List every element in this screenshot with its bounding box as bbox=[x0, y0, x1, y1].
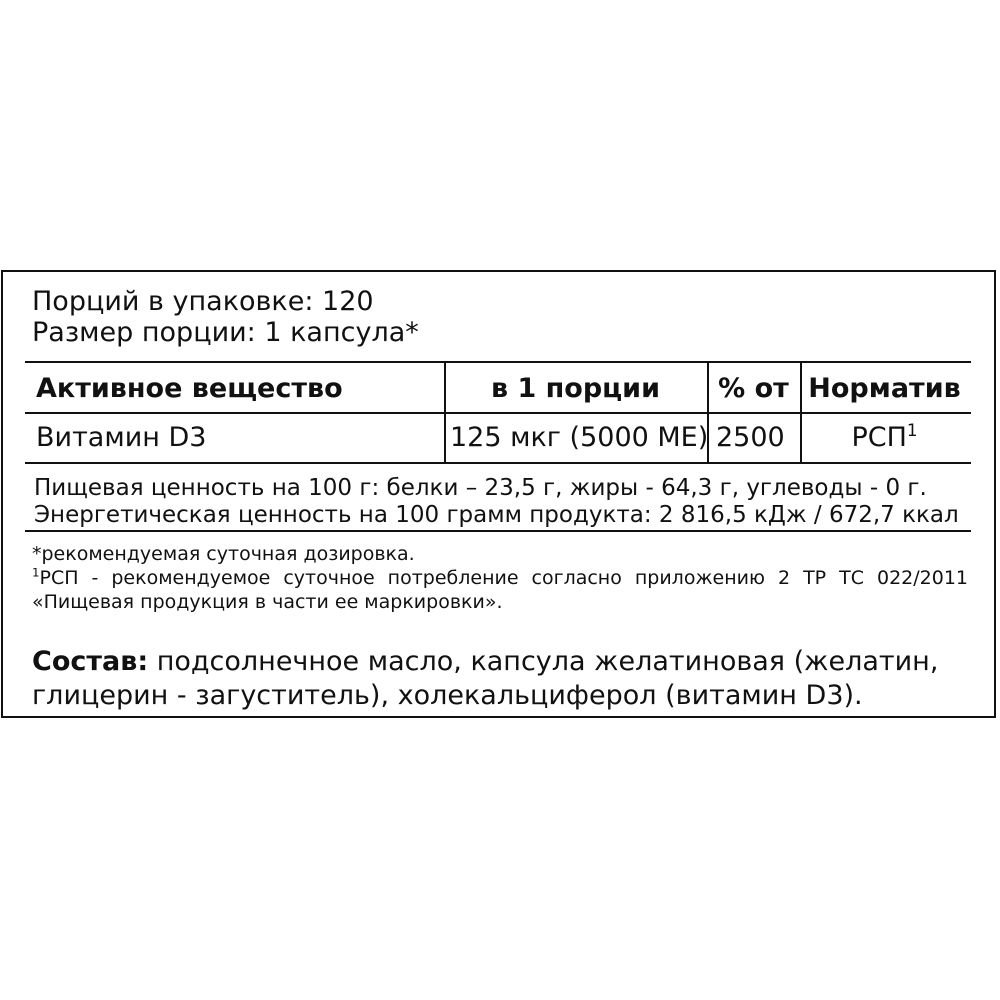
amount-per-serving: 125 мкг (5000 МЕ) bbox=[450, 422, 709, 453]
nutrition-value: Пищевая ценность на 100 г: белки – 23,5 г, жиры - 64,3 г, углеводы - 0 г. bbox=[34, 475, 927, 501]
rsp-footnote-marker: 1 bbox=[32, 565, 40, 580]
norm-cell bbox=[802, 418, 967, 458]
serving-size: Размер порции: 1 капсула* bbox=[32, 317, 419, 348]
norm-value: РСП bbox=[851, 422, 907, 453]
servings-per-pack: Порций в упаковке: 120 bbox=[32, 286, 374, 317]
percent-value: 2500 bbox=[716, 422, 785, 453]
substance-name: Витамин D3 bbox=[36, 422, 207, 453]
header-percent-from: % от bbox=[718, 373, 789, 404]
table-top-divider bbox=[25, 361, 971, 363]
nutrition-bottom-divider bbox=[25, 530, 971, 532]
composition-text: подсолнечное масло, капсула желатиновая (желатин, глицерин - загуститель), холекальциферол (витамин D3). bbox=[32, 646, 939, 711]
rsp-definition-note bbox=[32, 566, 968, 590]
recommended-dose-note: *рекомендуемая суточная дозировка. bbox=[32, 543, 415, 565]
header-norm: Норматив bbox=[808, 373, 961, 404]
rsp-definition: РСП - рекомендуемое суточное потребление согласно приложению 2 ТР ТС 022/2011 bbox=[39, 567, 968, 589]
table-bottom-divider bbox=[25, 462, 971, 464]
footnotes bbox=[32, 542, 968, 614]
serving-info bbox=[32, 286, 419, 348]
composition-label: Состав: bbox=[32, 646, 149, 677]
header-row-divider bbox=[25, 412, 971, 414]
norm-footnote-marker: 1 bbox=[906, 420, 918, 440]
nutrition-block bbox=[34, 475, 959, 529]
composition-block bbox=[32, 645, 972, 713]
header-active-substance: Активное вещество bbox=[36, 373, 343, 404]
rsp-source-note: «Пищевая продукция в части ее маркировки». bbox=[32, 591, 503, 613]
energy-value: Энергетическая ценность на 100 грамм продукта: 2 816,5 кДж / 672,7 ккал bbox=[34, 502, 959, 528]
header-per-serving: в 1 порции bbox=[490, 373, 661, 404]
supplement-facts-label bbox=[1, 270, 996, 718]
